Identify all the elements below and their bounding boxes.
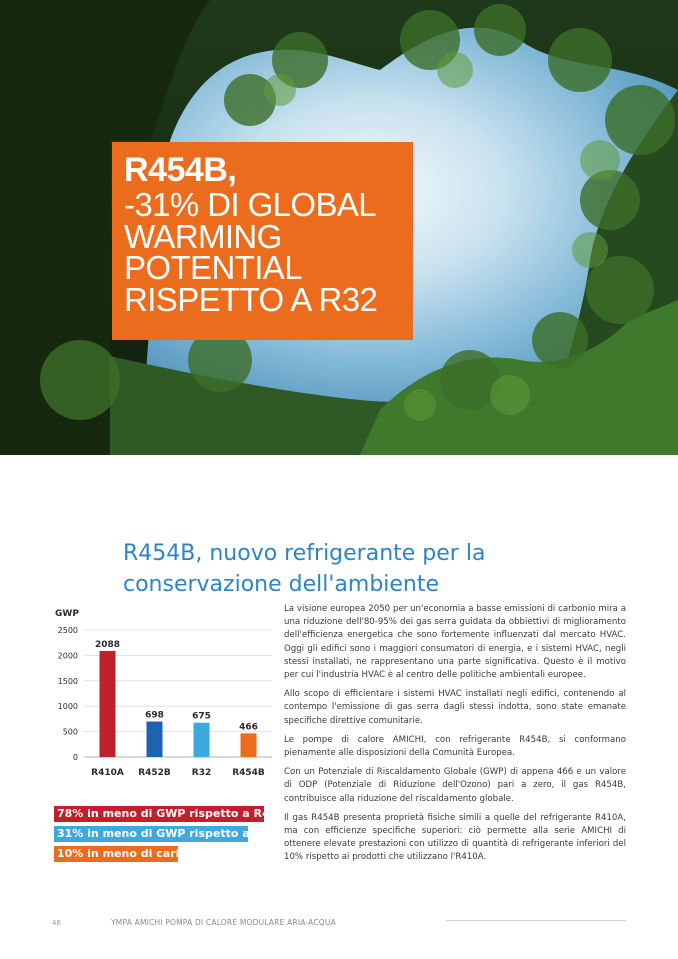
paragraph: La visione europea 2050 per un'economia a basse emissioni di carbonio mira a una riduzione dell'80-95% dei gas serra guidata da obbiettivi di miglioramento dell'efficienza energetica che sono fortemente influenzati dal mercato HVAC. Oggi gli edifici sono i maggiori consumatori di energia, e i sistemi HVAC, negli stessi installati, ne rappresentano una parte significativa. Questo è il motivo per cui l'industria HVAC è al centro delle politiche ambientali europee. [284,604,626,681]
hero-title-rest [124,186,409,318]
hero-title-line: RISPETTO A R32 [124,280,378,318]
x-tick-label: R454B [232,768,265,778]
page-number: 46 [52,919,61,927]
y-tick-label: 2500 [57,626,78,635]
footer-divider [446,920,626,921]
hero-title-line: -31% DI GLOBAL [124,186,377,223]
hero-title-line1: R454B, [124,151,237,189]
data-label: 466 [239,722,258,733]
data-label: 675 [192,711,211,722]
hero-title-line: WARMING [124,217,282,255]
y-tick-label: 1500 [57,676,78,686]
paragraph: Con un Potenziale di Riscaldamento Globale (GWP) di appena 466 e un valore di ODP (Potenziale di Riduzione dell'Ozono) pari a zero, il gas R454B, contribuisce alla riduzione del riscaldamento globale. [284,767,626,804]
data-label: 2088 [94,639,121,650]
y-tick-label: 0 [72,753,78,762]
badge-r32: 31% in meno di GWP rispetto a R32 [54,826,248,842]
gwp-chart [50,600,280,790]
body-text [284,603,626,871]
bar [100,651,116,757]
y-tick-label: 500 [62,727,78,737]
hero-image [0,0,678,455]
footer-text: YMPA AMICHI POMPA DI CALORE MODULARE ARIA-ACQUA [111,918,336,927]
paragraph: Il gas R454B presenta proprietà fisiche simili a quelle del refrigerante R410A, ma con efficienze specifiche superiori: ciò permette alla serie AMICHI di ottenere elevate prestazioni con utilizzo di quantità di refrigerante inferiori del 10% rispetto ai prodotti che utilizzano l'R410A. [284,812,626,863]
x-tick-label: R32 [191,768,212,778]
hero-title-line: POTENTIAL [124,249,302,286]
x-tick-label: R452B [138,768,171,778]
bar [241,733,257,757]
hero-title-box [112,142,413,340]
bar [194,723,210,757]
y-tick-label: 2000 [57,651,78,661]
badge-r410a: 78% in meno di GWP rispetto a R410A [54,806,264,822]
paragraph: Le pompe di calore AMICHI, con refrigerante R454B, si conformano pienamente alle disposizioni della Comunità Europea. [284,734,626,759]
section-subtitle: R454B, nuovo refrigerante per la conservazione dell'ambiente [123,541,486,598]
paragraph: Allo scopo di efficientare i sistemi HVAC installati negli edifici, contenendo al contempo l'emissione di gas serra dagli stessi indotta, sono state emanate specifiche direttive comunitarie. [284,689,626,726]
bar [147,722,163,757]
x-tick-label: R410A [91,768,124,778]
badge-charge: 10% in meno di carica [54,846,178,862]
y-axis-label: GWP [55,609,79,619]
y-tick-label: 1000 [57,702,78,712]
gwp-bar-chart [50,600,280,790]
data-label: 698 [145,710,164,721]
